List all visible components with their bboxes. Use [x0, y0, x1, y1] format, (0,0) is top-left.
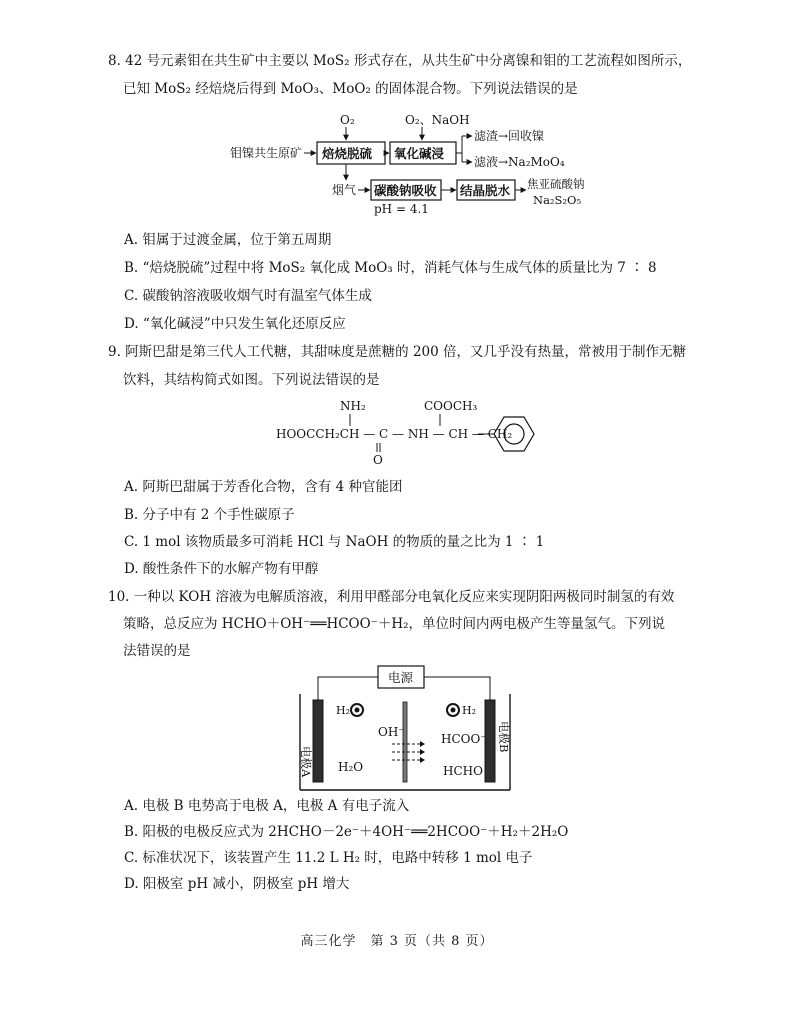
q9-option-a: A. 阿斯巴甜属于芳香化合物，含有 4 种官能团: [124, 479, 403, 495]
structure-nh2: NH₂: [340, 399, 366, 413]
oh-ion-label: OH⁻: [378, 725, 405, 739]
water-label: H₂O: [338, 760, 364, 774]
q8-option-a: A. 钼属于过渡金属，位于第五周期: [124, 232, 332, 248]
q10-option-b: B. 阳极的电极反应式为 2HCHO－2e⁻＋4OH⁻══2HCOO⁻＋H₂＋2H₂O: [124, 824, 569, 840]
flow-gas: 烟气: [332, 183, 357, 197]
flow-step-absorb: 碳酸钠吸收: [374, 183, 437, 198]
electrode-b-label: 电极B: [497, 721, 511, 753]
q10-electrolysis-cell: [0, 660, 794, 795]
h2-right-label: H₂: [462, 704, 477, 717]
flow-reagent-o2-naoh: O₂、NaOH: [405, 113, 470, 127]
q8-option-d: D. “氧化碱浸”中只发生氧化还原反应: [124, 316, 346, 332]
q10-option-d: D. 阳极室 pH 减小，阴极室 pH 增大: [124, 876, 350, 892]
q9-stem-line1: 9. 阿斯巴甜是第三代人工代糖，其甜味度是蔗糖的 200 倍，又几乎没有热量，常被用于制作无糖: [108, 344, 687, 360]
q8-stem-line2: 已知 MoS₂ 经焙烧后得到 MoO₃、MoO₂ 的固体混合物。下列说法错误的是: [123, 81, 578, 97]
membrane: [403, 702, 407, 782]
hcho-label: HCHO: [443, 764, 483, 778]
page-footer: 高三化学 第 3 页（共 8 页）: [300, 934, 494, 949]
flow-product-formula: Na₂S₂O₅: [533, 193, 582, 207]
hcoo-label: HCOO⁻: [441, 732, 487, 746]
structure-carbonyl-o: O: [373, 453, 383, 467]
structure-cooch3: COOCH₃: [424, 399, 478, 413]
q10-stem-line1: 10. 一种以 KOH 溶液为电解质溶液，利用甲醛部分电氧化反应来实现阴阳两极同时制氢的有效: [108, 589, 675, 605]
q10-option-c: C. 标准状况下，该装置产生 11.2 L H₂ 时，电路中转移 1 mol 电子: [124, 850, 533, 866]
flow-step-roast: 焙烧脱硫: [322, 146, 373, 161]
structure-main-chain: HOOCCH₂CH — C — NH — CH — CH₂: [276, 427, 513, 441]
electrode-a-label: 电极A: [299, 746, 313, 778]
flow-residue: 滤渣→回收镍: [474, 129, 545, 143]
electrode-a: [313, 700, 323, 782]
flow-ore: 钼镍共生原矿: [230, 146, 303, 160]
power-supply-label: 电源: [388, 670, 414, 685]
q9-option-b: B. 分子中有 2 个手性碳原子: [124, 507, 295, 523]
q8-stem-line1: 8. 42 号元素钼在共生矿中主要以 MoS₂ 形式存在，从共生矿中分离镍和钼的工艺流程如图所示，: [108, 53, 692, 69]
flow-product-name: 焦亚硫酸钠: [527, 177, 585, 191]
h2-left-label: H₂: [336, 704, 351, 717]
flow-reagent-o2: O₂: [340, 113, 355, 127]
q9-option-c: C. 1 mol 该物质最多可消耗 HCl 与 NaOH 的物质的量之比为 1 ∶ 1: [124, 534, 545, 550]
flow-filtrate: 滤液→Na₂MoO₄: [474, 155, 565, 169]
q8-flowchart: [0, 105, 794, 225]
q8-option-c: C. 碳酸钠溶液吸收烟气时有温室气体生成: [124, 288, 372, 304]
q9-structure: [0, 395, 794, 470]
flow-step-crystal: 结晶脱水: [460, 183, 511, 198]
q10-stem-line3: 法错误的是: [123, 643, 191, 659]
flow-step-leach: 氧化碱浸: [394, 146, 445, 161]
q10-stem-line2: 策略，总反应为 HCHO＋OH⁻══HCOO⁻＋H₂，单位时间内两电极产生等量氢气。下列说: [123, 616, 666, 632]
q8-option-b: B. “焙烧脱硫”过程中将 MoS₂ 氧化成 MoO₃ 时，消耗气体与生成气体的质量比为 7 ∶ 8: [124, 260, 657, 276]
q9-option-d: D. 酸性条件下的水解产物有甲醇: [124, 561, 319, 577]
q9-stem-line2: 饮料，其结构简式如图。下列说法错误的是: [123, 372, 380, 388]
q10-option-a: A. 电极 B 电势高于电极 A，电极 A 有电子流入: [124, 798, 410, 814]
flow-ph: pH = 4.1: [374, 202, 429, 216]
